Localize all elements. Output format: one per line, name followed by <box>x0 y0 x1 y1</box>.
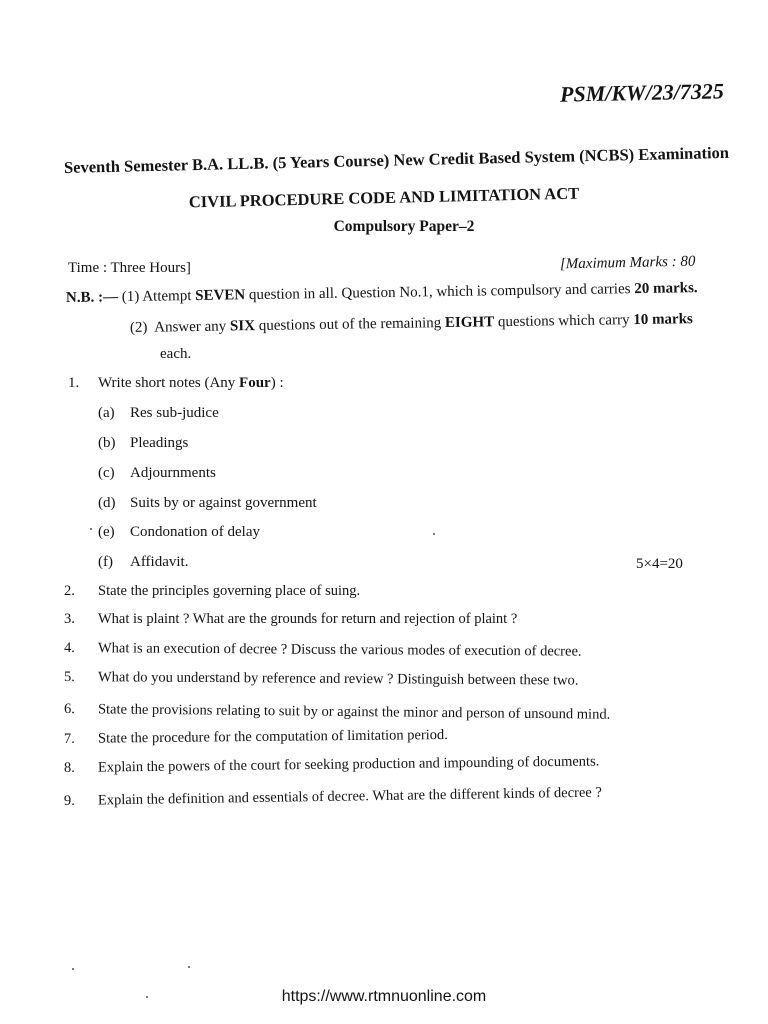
instruction-1 <box>66 280 698 307</box>
subpart-label: (e) <box>98 524 115 540</box>
instruction-2-text-a: Answer any <box>154 318 231 336</box>
subpart-label: (d) <box>98 495 116 511</box>
question-text: State the provisions relating to suit by or against the minor and person of unsound mind. <box>97 701 611 723</box>
question-number: 6. <box>63 701 75 718</box>
instruction-2-text-c: questions out of the remaining <box>254 315 446 335</box>
instruction-1-text-b: SEVEN <box>195 287 246 304</box>
instruction-2-text-b: SIX <box>229 318 256 335</box>
scan-speck <box>433 533 435 535</box>
scan-speck <box>146 996 148 998</box>
subpart-f <box>98 554 188 571</box>
question-1 <box>68 375 284 392</box>
paper-code: PSM/KW/23/7325 <box>559 78 725 107</box>
question-number: 3. <box>64 611 75 627</box>
question-1-text-c: ) : <box>270 375 284 391</box>
subpart-c <box>98 465 216 482</box>
question-3 <box>64 611 517 628</box>
instruction-1-text-a: Attempt <box>142 287 196 305</box>
subpart-b <box>98 435 188 452</box>
footer-url: https://www.rtmnuonline.com <box>281 988 487 1005</box>
instruction-2-text-e: questions which carry <box>494 312 634 331</box>
question-text: Explain the powers of the court for seeking production and impounding of documents. <box>97 753 600 776</box>
instruction-2-number: (2) <box>129 319 148 336</box>
instruction-1-text-d: 20 marks. <box>634 280 698 298</box>
question-number: 9. <box>63 792 75 809</box>
instruction-2-continued: each. <box>160 346 192 362</box>
scan-speck <box>90 528 92 530</box>
subpart-text: Affidavit. <box>130 554 189 570</box>
question-number: 2. <box>64 583 75 599</box>
question-7 <box>64 727 448 748</box>
subpart-label: (a) <box>98 405 115 421</box>
subpart-text: Condonation of delay <box>130 524 260 540</box>
subpart-label: (f) <box>98 554 113 570</box>
exam-title-line: Seventh Semester B.A. LL.B. (5 Years Course) New Credit Based System (NCBS) Examination <box>63 142 730 177</box>
nb-label: N.B. :— <box>65 289 119 306</box>
question-6 <box>64 701 610 724</box>
question-1-number: 1. <box>68 375 80 391</box>
question-text: What is an execution of decree ? Discuss the various modes of execution of decree. <box>97 640 582 660</box>
question-1-text-b: Four <box>239 375 271 391</box>
question-text: State the procedure for the computation of limitation period. <box>97 726 448 747</box>
question-8 <box>64 753 600 777</box>
instruction-1-number: (1) <box>121 288 140 306</box>
question-text: State the principles governing place of suing. <box>98 583 361 599</box>
instruction-2-text-d: EIGHT <box>444 314 495 332</box>
subpart-d <box>98 495 317 512</box>
scan-speck <box>72 968 74 970</box>
subpart-text: Pleadings <box>130 435 189 451</box>
maximum-marks: [Maximum Marks : 80 <box>559 253 696 273</box>
paper-title: Compulsory Paper–2 <box>333 218 475 235</box>
question-text: Explain the definition and essentials of decree. What are the different kinds of decree ? <box>97 784 603 809</box>
subpart-text: Adjournments <box>130 465 216 481</box>
instruction-1-text-c: question in all. Question No.1, which is compulsory and carries <box>245 281 635 304</box>
instruction-2 <box>130 311 693 337</box>
subpart-text: Suits by or against government <box>130 495 317 511</box>
subpart-e <box>98 524 260 541</box>
question-1-text-a: Write short notes (Any <box>98 375 240 391</box>
question-number: 8. <box>63 759 75 776</box>
question-text: What is plaint ? What are the grounds for return and rejection of plaint ? <box>98 611 518 627</box>
question-2 <box>64 583 360 600</box>
subpart-a <box>98 405 219 422</box>
question-5 <box>64 669 578 690</box>
instruction-2-text-f: 10 marks <box>633 311 693 329</box>
question-9 <box>64 785 602 810</box>
time-allowed: Time : Three Hours] <box>68 260 191 276</box>
subpart-label: (c) <box>98 465 115 481</box>
question-number: 4. <box>63 640 75 657</box>
question-4 <box>64 640 582 661</box>
subpart-text: Res sub-judice <box>130 405 219 421</box>
question-number: 5. <box>63 669 75 686</box>
subject-title: CIVIL PROCEDURE CODE AND LIMITATION ACT <box>188 183 580 212</box>
scan-speck <box>188 966 190 968</box>
question-1-marks: 5×4=20 <box>636 556 683 572</box>
question-number: 7. <box>63 730 75 747</box>
question-text: What do you understand by reference and review ? Distinguish between these two. <box>97 669 579 689</box>
subpart-label: (b) <box>98 435 116 451</box>
